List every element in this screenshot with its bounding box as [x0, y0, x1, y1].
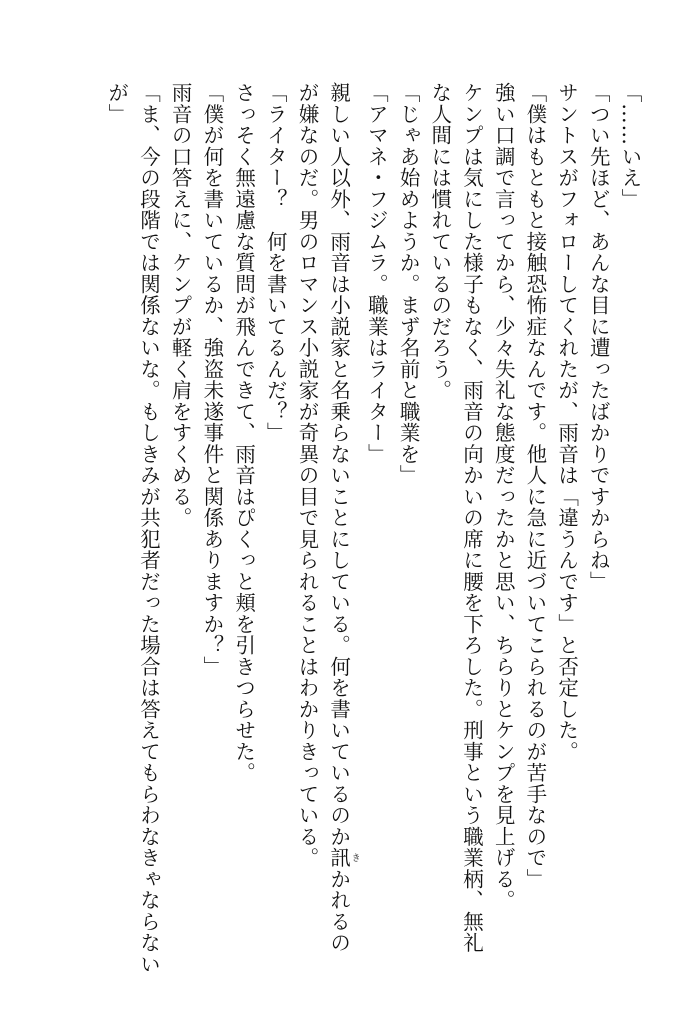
- column-text: 「ライター？ 何を書いてるんだ？」: [263, 82, 288, 444]
- text-column: [322, 82, 360, 962]
- furigana-ruby: [326, 847, 360, 869]
- text-column: [391, 82, 423, 962]
- column-text: 「アマネ・フジムラ。職業はライター」: [364, 82, 389, 465]
- column-text: が」: [104, 82, 129, 125]
- text-column: [163, 82, 195, 962]
- vertical-text-body: [100, 82, 645, 975]
- text-column: [132, 82, 164, 975]
- ruby-reading: き: [349, 847, 360, 869]
- text-column: [227, 82, 259, 962]
- text-column: [455, 82, 487, 962]
- text-column: [360, 82, 392, 962]
- ruby-base: 訊: [326, 847, 351, 869]
- text-column: [100, 82, 132, 962]
- text-column: [290, 82, 322, 962]
- column-text: 「僕はもともと接触恐怖症なんです。他人に急に近づいてこられるのが苦手なので」: [522, 82, 547, 890]
- column-text: さっそく無遠慮な質問が飛んできて、雨音はぴくっと頬を引きつらせた。: [231, 82, 256, 784]
- text-column: [582, 82, 614, 962]
- text-column: [613, 82, 645, 962]
- column-text: ケンプは気にした様子もなく、雨音の向かいの席に腰を下ろした。刑事という職業柄、無礼: [459, 82, 484, 954]
- column-text: 「僕が何を書いているか、強盗未遂事件と関係ありますか？」: [199, 82, 224, 677]
- text-column: [195, 82, 227, 962]
- text-column: [550, 82, 582, 962]
- text-column: [518, 82, 550, 962]
- column-text: 「じゃあ始めようか。まず名前と職業を」: [396, 82, 421, 486]
- column-text: 「……いえ」: [618, 82, 642, 210]
- column-text-after-ruby: かれるの: [326, 868, 351, 954]
- column-text: 強い口調で言ってから、少々失礼な態度だったかと思い、ちらりとケンプを見上げる。: [491, 82, 516, 911]
- column-text: な人間には慣れているのだろう。: [427, 82, 452, 401]
- text-column: [423, 82, 455, 962]
- column-text: 親しい人以外、雨音は小説家と名乗らないことにしている。何を書いているのか: [326, 82, 351, 847]
- column-text: 「つい先ほど、あんな目に遭ったばかりですからね」: [586, 82, 611, 592]
- column-text: サントスがフォローしてくれたが、雨音は「違うんです」と否定した。: [554, 82, 579, 762]
- column-text: 雨音の口答えに、ケンプが軽く肩をすくめる。: [168, 82, 193, 529]
- text-column: [486, 82, 518, 962]
- column-text: が嫌なのだ。男のロマンス小説家が奇異の目で見られることはわかりきっている。: [294, 82, 319, 869]
- column-text: 「ま、今の段階では関係ないな。もしきみが共犯者だった場合は答えてもらわなきゃならない: [136, 82, 161, 975]
- text-column: [259, 82, 291, 962]
